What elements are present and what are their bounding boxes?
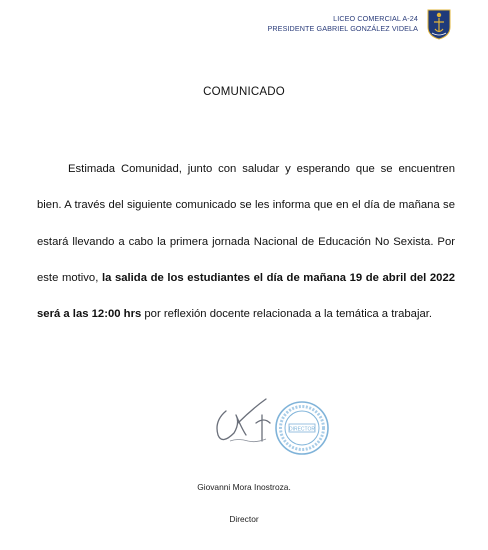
announcement-paragraph xyxy=(37,151,455,332)
signatory-name: Giovanni Mora Inostroza. xyxy=(197,482,291,492)
body-text-closing: por reflexión docente relacionada a la temática a trabajar. xyxy=(141,308,433,321)
school-header xyxy=(267,14,418,34)
school-name: LICEO COMERCIAL A-24 xyxy=(333,14,418,23)
page-title: COMUNICADO xyxy=(203,86,285,98)
body-text-intro: Estimada Comunidad, junto con saludar y esperando que se encuentren bien. A través del siguiente comunicado se les informa que en el día de mañana se estará llevando a cabo la primera jornada Nacional de Educación No Sexista. Por este motivo, xyxy=(37,163,455,284)
handwritten-signature xyxy=(208,393,278,453)
body-text-emphasis: la salida de los estudiantes el día de mañana 19 de abril del 2022 será a las 12:00 hrs xyxy=(37,271,456,321)
stamp-role-label: DIRECTOR xyxy=(288,426,316,433)
school-subtitle: PRESIDENTE GABRIEL GONZÁLEZ VIDELA xyxy=(267,24,418,33)
school-crest-icon xyxy=(427,9,451,40)
announcement-body xyxy=(37,151,455,332)
director-stamp xyxy=(274,400,330,456)
signatory-role: Director xyxy=(229,514,259,524)
